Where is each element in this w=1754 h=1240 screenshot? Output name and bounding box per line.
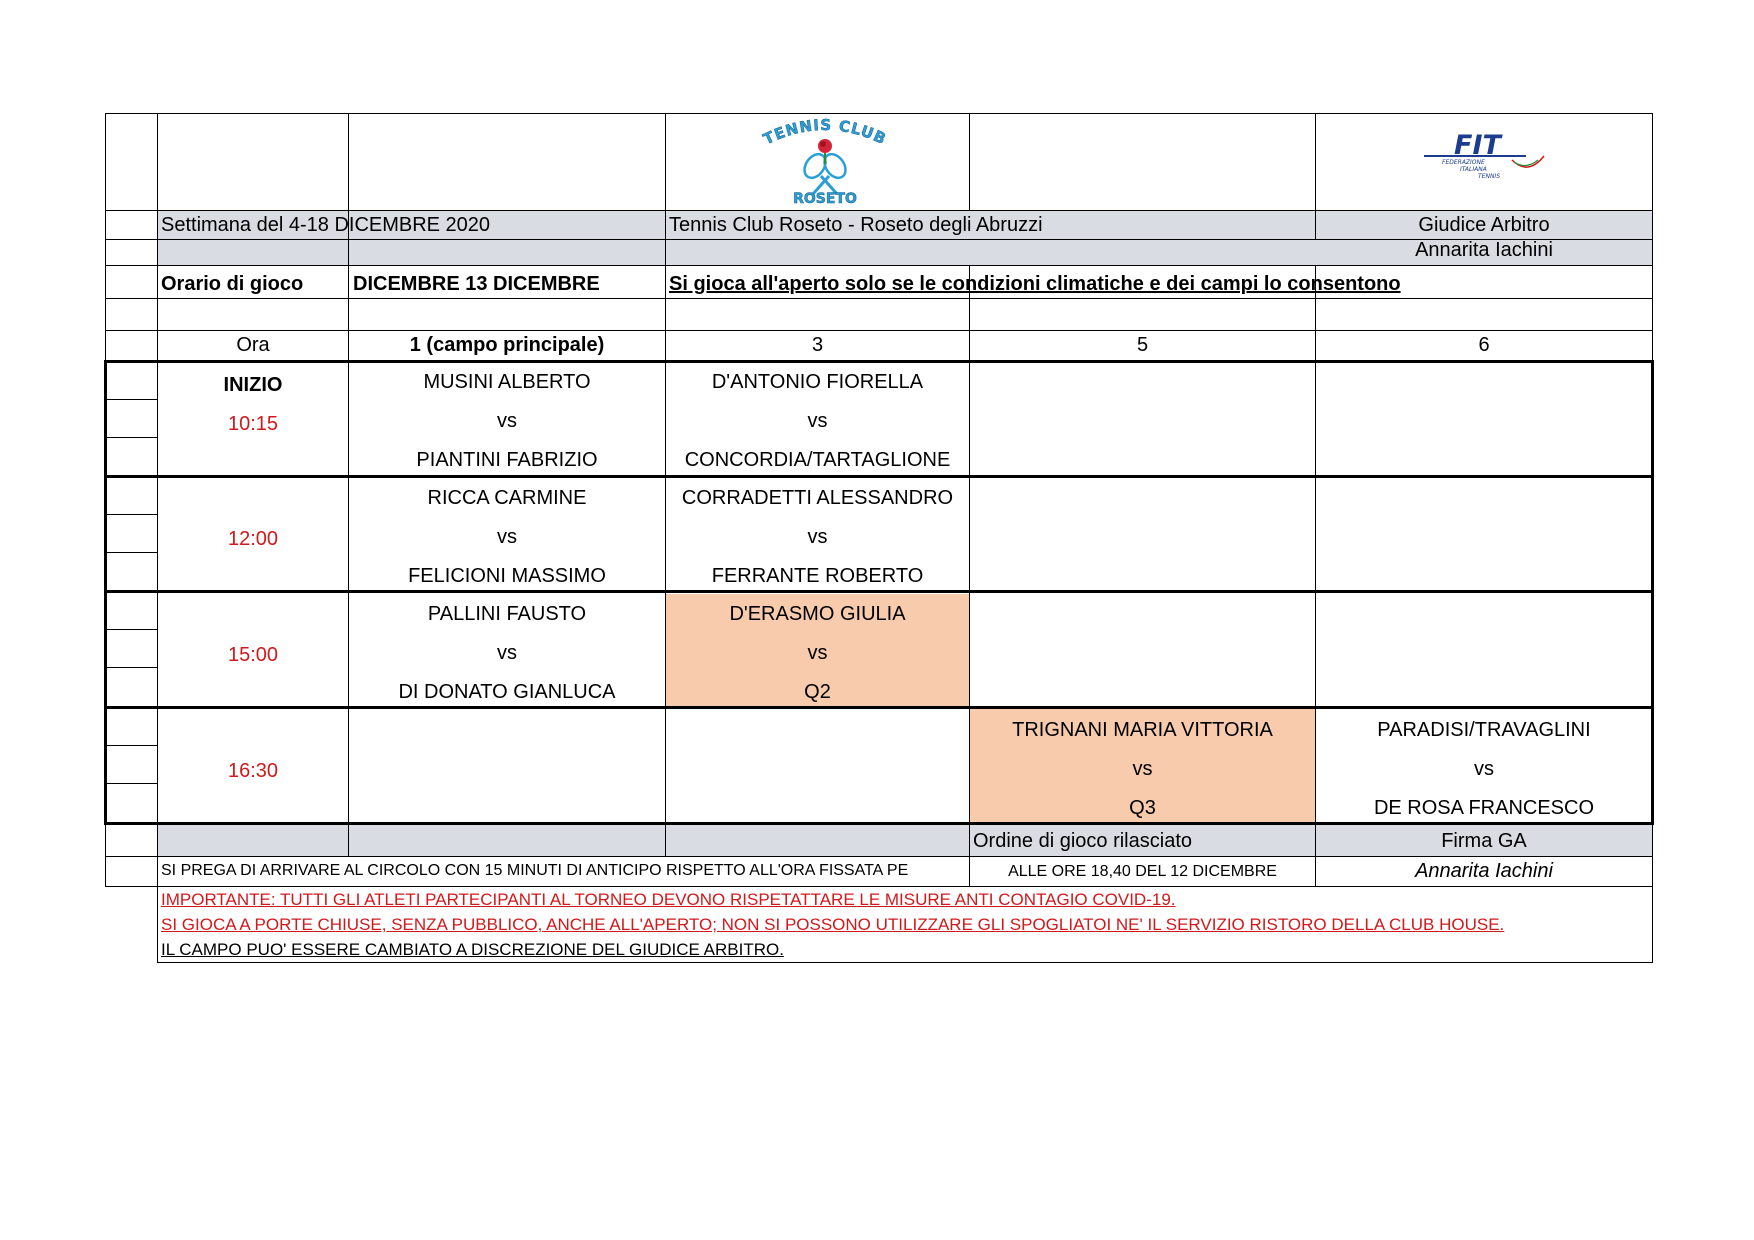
match-player-2: FELICIONI MASSIMO	[408, 565, 606, 587]
referee-name: Annarita Iachini	[1415, 239, 1553, 261]
slot-time: 10:15	[227, 413, 279, 435]
grid-line	[104, 360, 107, 825]
grid-line	[105, 475, 1653, 478]
match-player-2: Q2	[804, 681, 831, 703]
grid-line	[105, 360, 1653, 363]
match-vs: vs	[497, 526, 517, 548]
svg-text:FEDERAZIONE: FEDERAZIONE	[1442, 159, 1485, 166]
closed-doors-note: SI GIOCA A PORTE CHIUSE, SENZA PUBBLICO, ANCHE ALL'APERTO; NON SI POSSONO UTILIZZARE GLI SPOGLIATOI NE' IL SERVIZIO RISTORO DELLA CLUB HOUSE.	[161, 915, 1505, 934]
match-vs: vs	[497, 642, 517, 664]
grid-line	[105, 667, 157, 668]
grid-line	[105, 113, 106, 360]
grid-line	[105, 706, 1653, 709]
referee-title: Giudice Arbitro	[1418, 214, 1550, 236]
grid-line	[105, 399, 157, 400]
orario-label: Orario di gioco	[161, 273, 304, 295]
ordine-label: Ordine di gioco rilasciato	[973, 830, 1192, 852]
match-player-1: D'ANTONIO FIORELLA	[711, 371, 924, 393]
column-header-c5: 5	[1136, 334, 1149, 356]
week-label: Settimana del 4-18 DICEMBRE 2020	[161, 214, 491, 236]
grid-line	[105, 298, 1653, 299]
grid-line	[105, 629, 157, 630]
svg-text:FIT: FIT	[1454, 130, 1501, 161]
grid-line	[157, 962, 1653, 963]
match-player-2: DI DONATO GIANLUCA	[398, 681, 616, 703]
match-vs: vs	[1474, 758, 1494, 780]
grid-line	[105, 886, 1653, 887]
match-player-1: CORRADETTI ALESSANDRO	[681, 487, 954, 509]
club-label: Tennis Club Roseto - Roseto degli Abruzzi	[669, 214, 1043, 236]
grid-line	[105, 552, 157, 553]
grid-line	[105, 210, 1653, 211]
match-vs: vs	[807, 642, 828, 664]
important-note: IMPORTANTE: TUTTI GLI ATLETI PARTECIPANTI AL TORNEO DEVONO RISPETATTARE LE MISURE ANTI CONTAGIO COVID-19.	[161, 890, 1176, 909]
svg-text:ITALIANA: ITALIANA	[1460, 166, 1487, 173]
match-vs: vs	[807, 526, 828, 548]
court-change-note: IL CAMPO PUO' ESSERE CAMBIATO A DISCREZIONE DEL GIUDICE ARBITRO.	[161, 940, 784, 959]
svg-text:ROSETO: ROSETO	[793, 191, 857, 207]
svg-text:TENNIS CLUB: TENNIS CLUB	[760, 116, 890, 149]
column-header-ora: Ora	[236, 334, 270, 356]
grid-line	[348, 113, 349, 265]
tennis-club-roseto-logo	[745, 116, 905, 208]
grid-line	[1652, 825, 1653, 963]
match-player-2: CONCORDIA/TARTAGLIONE	[684, 449, 951, 471]
column-header-c3: 3	[811, 334, 824, 356]
grid-line	[1651, 360, 1654, 825]
match-player-1: PARADISI/TRAVAGLINI	[1377, 719, 1591, 741]
slot-start-label: INIZIO	[223, 374, 283, 396]
fit-logo	[1420, 126, 1550, 182]
match-player-1: TRIGNANI MARIA VITTORIA	[1012, 719, 1273, 741]
match-vs: vs	[1132, 758, 1153, 780]
arrival-note: SI PREGA DI ARRIVARE AL CIRCOLO CON 15 MINUTI DI ANTICIPO RISPETTO ALL'ORA FISSATA PE	[161, 862, 909, 879]
grid-line	[105, 825, 106, 887]
match-player-1: RICCA CARMINE	[427, 487, 587, 509]
grid-line	[105, 745, 157, 746]
firma-label: Firma GA	[1441, 830, 1527, 852]
referee-signature: Annarita Iachini	[1415, 860, 1553, 882]
grid-line	[969, 265, 970, 887]
grid-line	[665, 113, 666, 856]
svg-text:TENNIS: TENNIS	[1478, 173, 1501, 180]
match-vs: vs	[807, 410, 828, 432]
match-player-1: D'ERASMO GIULIA	[729, 603, 906, 625]
slot-time: 16:30	[227, 760, 279, 782]
date-label: DICEMBRE 13 DICEMBRE	[353, 273, 600, 295]
grid-line	[348, 265, 349, 299]
grid-line	[969, 113, 970, 210]
grid-line	[1315, 265, 1316, 887]
grid-line	[105, 330, 1653, 331]
grid-line	[1652, 113, 1653, 360]
match-vs: vs	[497, 410, 517, 432]
match-player-1: MUSINI ALBERTO	[423, 371, 591, 393]
release-time: ALLE ORE 18,40 DEL 12 DICEMBRE	[1008, 863, 1277, 880]
grid-line	[105, 783, 157, 784]
column-header-c6: 6	[1478, 334, 1490, 356]
slot-time: 15:00	[227, 644, 279, 666]
weather-note: Si gioca all'aperto solo se le condizioni climatiche e dei campi lo consentono	[669, 273, 1401, 295]
match-player-1: PALLINI FAUSTO	[427, 603, 587, 625]
grid-line	[105, 113, 1653, 114]
slot-time: 12:00	[227, 528, 279, 550]
column-header-c1: 1 (campo principale)	[409, 334, 605, 356]
match-player-2: PIANTINI FABRIZIO	[416, 449, 598, 471]
grid-line	[105, 437, 157, 438]
grid-line	[105, 514, 157, 515]
grid-line	[105, 822, 1653, 825]
match-player-2: DE ROSA FRANCESCO	[1373, 797, 1595, 819]
grid-line	[105, 590, 1653, 593]
grid-line	[105, 856, 1653, 857]
match-player-2: FERRANTE ROBERTO	[711, 565, 924, 587]
grid-line	[105, 265, 1653, 266]
match-player-2: Q3	[1129, 797, 1156, 819]
